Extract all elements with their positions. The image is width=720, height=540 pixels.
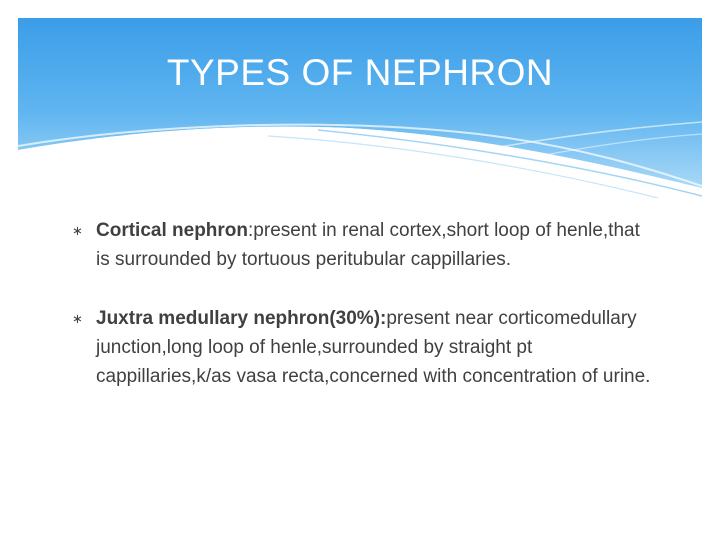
asterisk-icon: ∗ (72, 311, 83, 326)
bullet-text: present in renal cortex,short loop of henle,that is surrounded by tortuous peritubular cappillaries. (96, 220, 640, 270)
bullet-list (72, 216, 652, 421)
bullet-term: Juxtra medullary nephron(30%) (96, 308, 381, 329)
banner-graphic (18, 18, 702, 198)
bullet-term: Cortical nephron (96, 220, 249, 241)
bullet-separator: : (248, 220, 254, 241)
title-banner (18, 18, 702, 198)
bullet-item (72, 304, 652, 391)
slide-title: TYPES OF NEPHRON (166, 52, 554, 93)
asterisk-icon: ∗ (72, 223, 83, 238)
bullet-text: present near corticomedullary junction,long loop of henle,surrounded by straight pt cappillaries,k/as vasa recta,concerned with concentration of urine. (96, 308, 651, 387)
bullet-item (72, 216, 652, 274)
bullet-separator: : (380, 308, 387, 329)
